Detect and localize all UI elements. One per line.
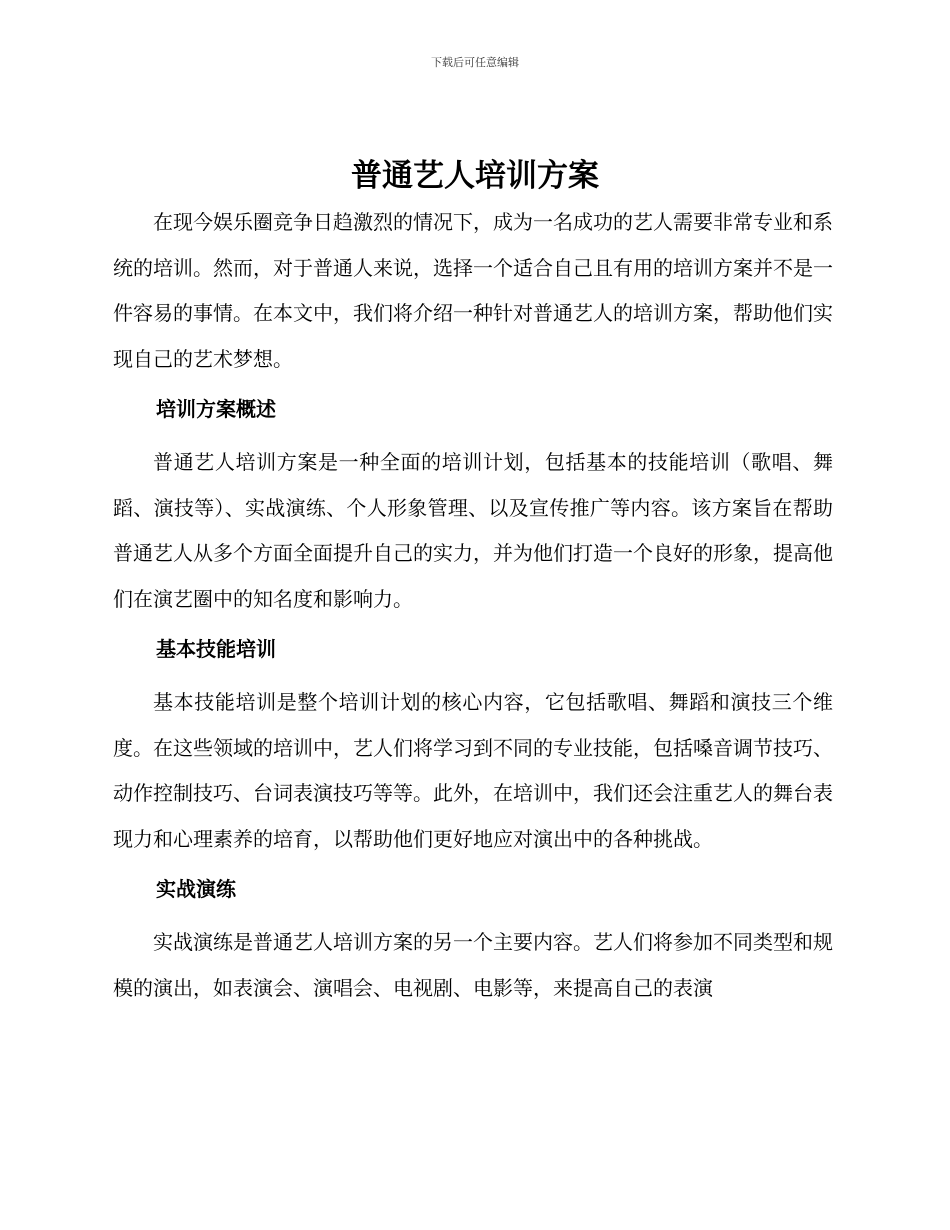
document-body xyxy=(113,200,833,1011)
document-title: 普通艺人培训方案 xyxy=(351,158,599,194)
intro-paragraph: 在现今娱乐圈竞争日趋激烈的情况下，成为一名成功的艺人需要非常专业和系统的培训。然而，对于普通人来说，选择一个适合自己且有用的培训方案并不是一件容易的事情。在本文中，我们将介绍一种针对普通艺人的培训方案，帮助他们实现自己的艺术梦想。 xyxy=(113,210,833,371)
section-heading-basic-skills: 基本技能培训 xyxy=(156,637,276,661)
section-heading-practice: 实战演练 xyxy=(156,877,236,901)
section-body-overview: 普通艺人培训方案是一种全面的培训计划，包括基本的技能培训（歌唱、舞蹈、演技等）、实战演练、个人形象管理、以及宣传推广等内容。该方案旨在帮助普通艺人从多个方面全面提升自己的实力，并为他们打造一个良好的形象，提高他们在演艺圈中的知名度和影响力。 xyxy=(113,450,833,611)
section-body-practice: 实战演练是普通艺人培训方案的另一个主要内容。艺人们将参加不同类型和规模的演出，如表演会、演唱会、电视剧、电影等，来提高自己的表演 xyxy=(113,930,833,1000)
section-body-basic-skills: 基本技能培训是整个培训计划的核心内容，它包括歌唱、舞蹈和演技三个维度。在这些领域的培训中，艺人们将学习到不同的专业技能，包括嗓音调节技巧、动作控制技巧、台词表演技巧等等。此外，在培训中，我们还会注重艺人的舞台表现力和心理素养的培育，以帮助他们更好地应对演出中的各种挑战。 xyxy=(113,690,833,851)
header-note: 下载后可任意编辑 xyxy=(431,56,519,69)
section-heading-overview: 培训方案概述 xyxy=(156,397,276,421)
